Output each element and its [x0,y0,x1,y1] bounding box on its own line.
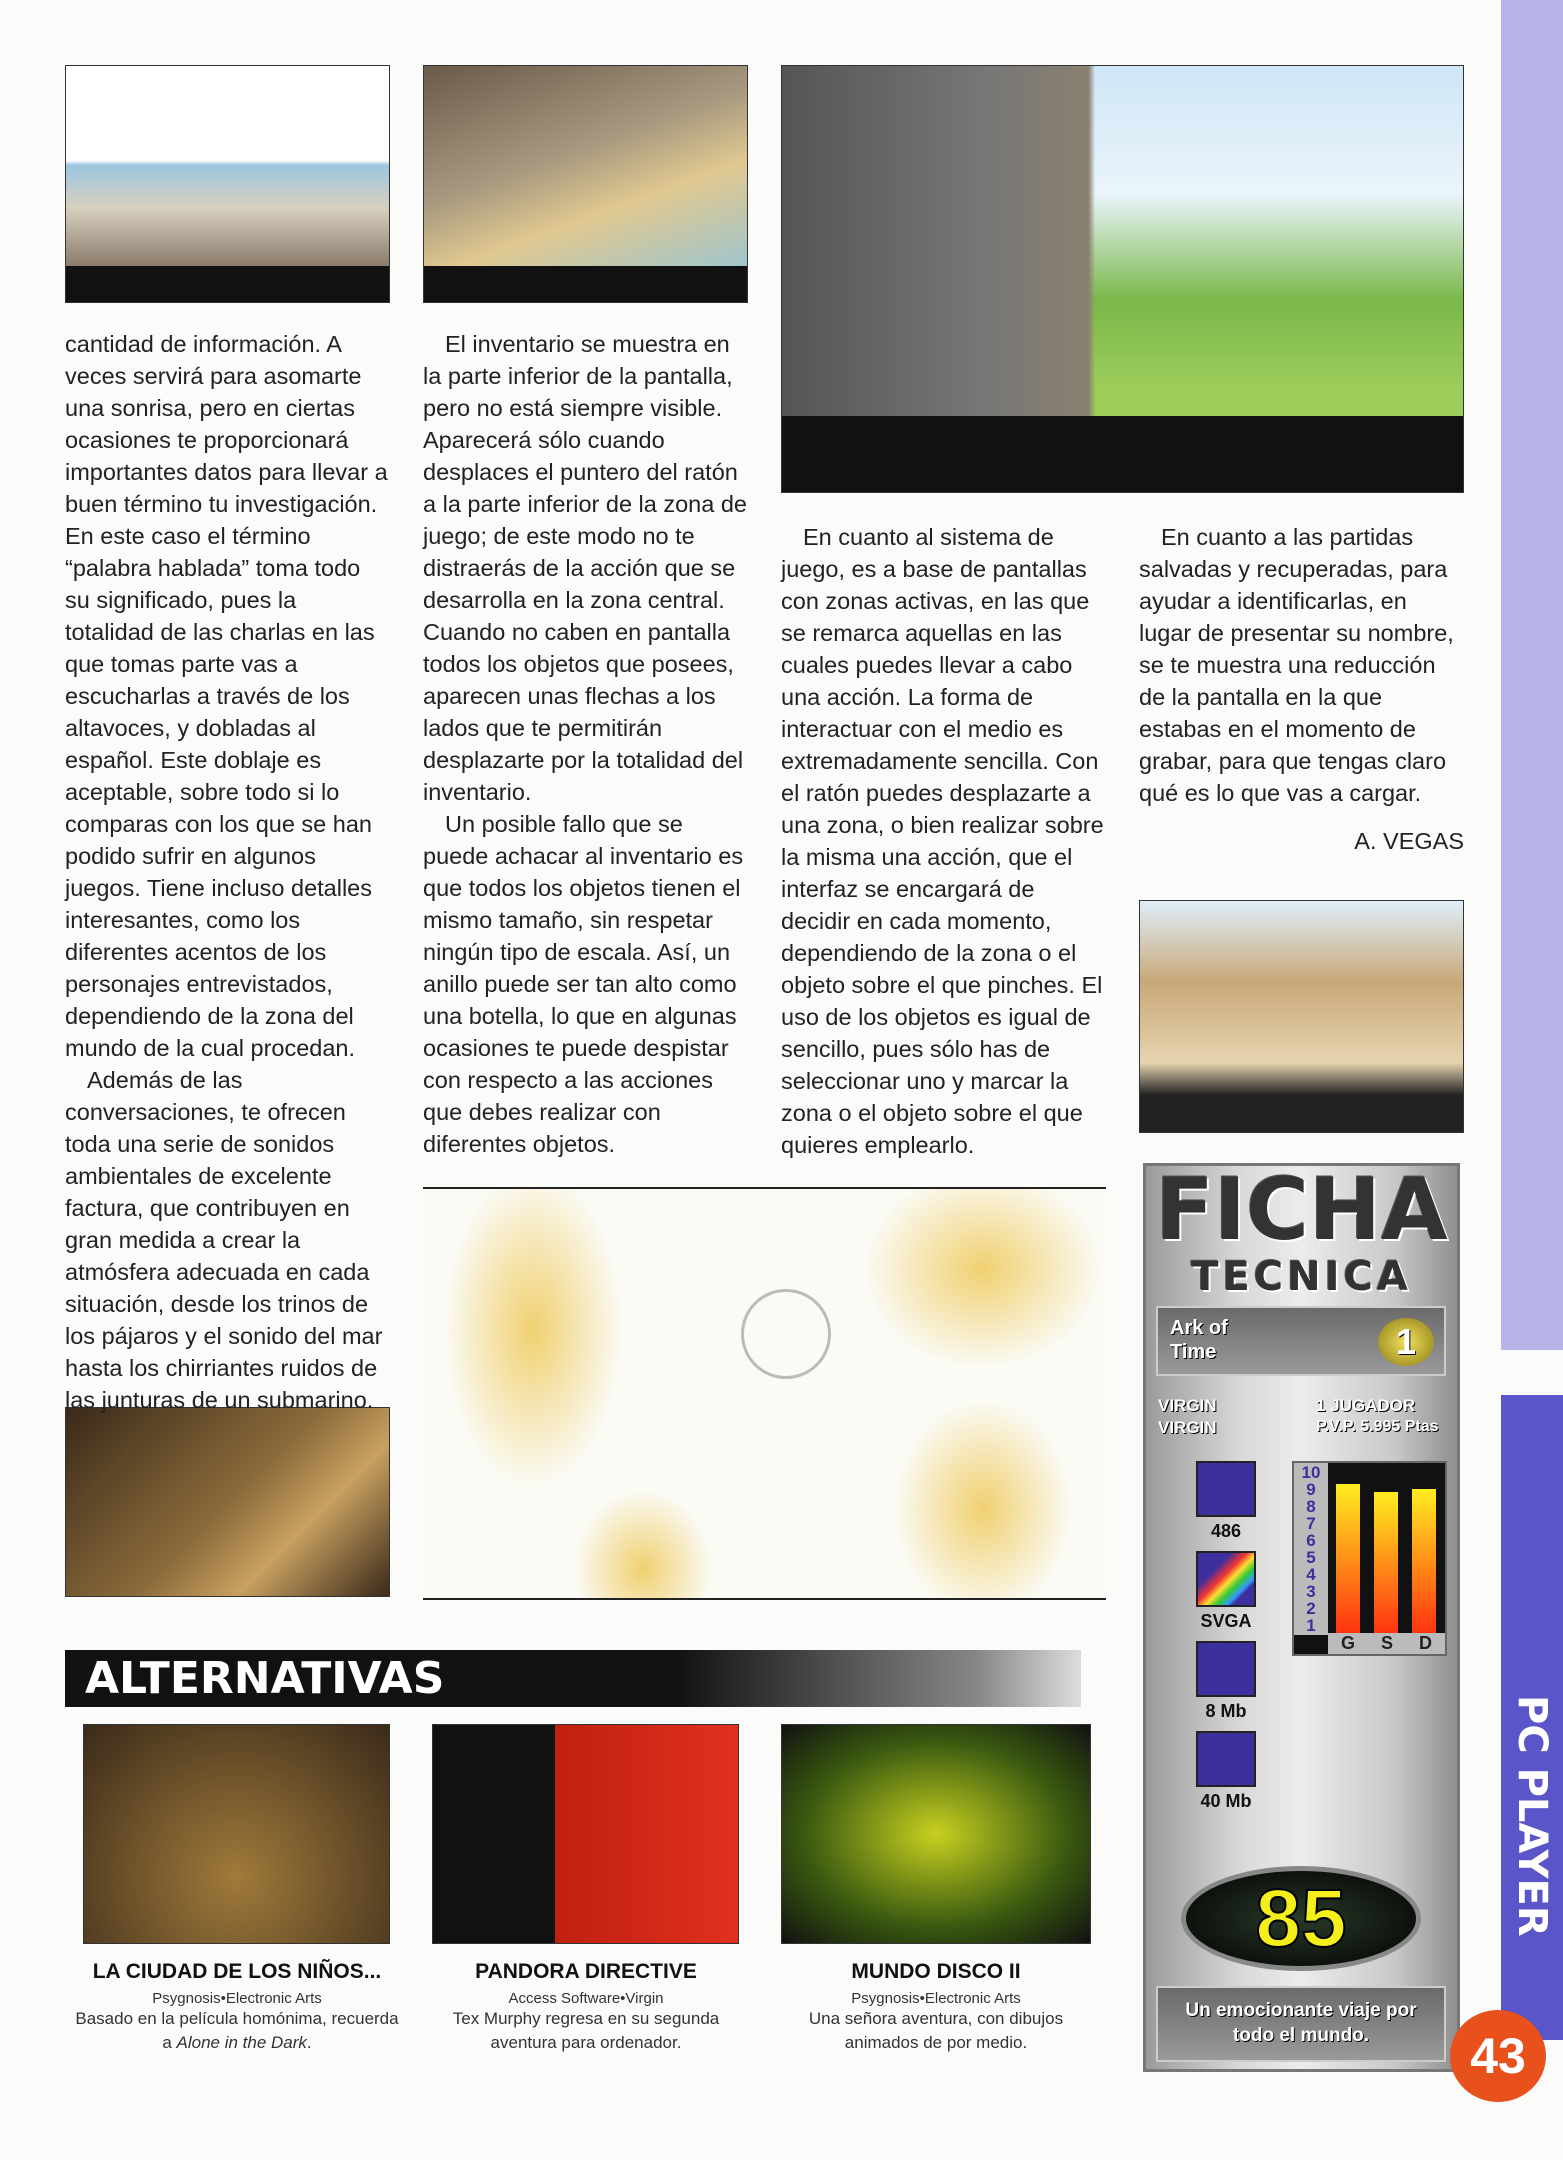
scale-tick: 6 [1306,1531,1316,1550]
compass-rose-icon [741,1289,831,1379]
sidebar-top [1501,0,1563,1350]
page-number: 43 [1450,2010,1546,2102]
game-title-panel: Ark of Time 1 [1156,1306,1446,1376]
scale-tick: 8 [1306,1497,1316,1516]
screenshot-harbor [65,65,390,303]
screenshot-fort [1139,900,1464,1133]
column-2: El inventario se muestra en la parte inferior de la pantalla, pero no está siempre visible. Aparecerá sólo cuando desplaces el puntero del ratón a la parte inferior de la zona de juego; de este modo no te distraerás de la acción que se desarrolla en la zona central. Cuando no caben en pantalla todos los objetos que posees, aparecen unas flechas a los lados que te permitirán desplazarte por la totalidad del inventario. Un posible fallo que se puede achacar al inventario es que todos los objetos tienen el mismo tamaño, sin respetar ningún tipo de escala. Así, un anillo puede ser tan alto como una botella, lo que en algunas ocasiones te puede despistar con respecto a las acciones que debes realizar con diferentes objetos. [423,331,747,1157]
screenshot-interior [65,1407,390,1597]
score-display [1181,1866,1421,1971]
scale-tick: 4 [1306,1565,1316,1584]
rating-bar-S [1374,1492,1398,1635]
graphics-icon [1196,1551,1256,1607]
section-label: PC PLAYER [1509,1695,1555,1937]
hard-disk-icon [1196,1731,1256,1787]
column-4: En cuanto a las partidas salvadas y recuperadas, para ayudar a identificarlas, en lugar de presentar su nombre, se te muestra una reducción de la pantalla en la que estabas en el momento de grabar, para que tengas claro qué es lo que vas a cargar. A. VEGAS [1139,521,1464,857]
cpu-icon [1196,1461,1256,1517]
alt-item: LA CIUDAD DE LOS NIÑOS... Psygnosis•Electronic Arts Basado en la película homónima, recuerda a Alone in the Dark. [75,1960,399,2052]
rating-label: G [1340,1633,1355,1653]
scale-tick: 5 [1306,1548,1316,1567]
score: 85 [1255,1873,1347,1964]
column-3: En cuanto al sistema de juego, es a base de pantallas con zonas activas, en las que se remarca aquellas en las cuales puedes llevar a cabo una acción. La forma de interactuar con el medio es extremadamente sencilla. Con el ratón puedes desplazarte a una zona, o bien realizar sobre la misma una acción, que el interfaz se encargará de decidir en cada momento, dependiendo de la zona o el objeto sobre el que pinches. El uso de los objetos es igual de sencillo, pues sólo has de seleccionar uno y marcar la zona o el objeto sobre el que quieres emplearlo. [781,524,1104,1158]
rating-chart [1292,1461,1447,1656]
alt-item: MUNDO DISCO II Psygnosis•Electronic Arts Una señora aventura, con dibujos animados de por medio. [808,1960,1064,2052]
world-map [423,1187,1106,1600]
scale-tick: 3 [1306,1582,1316,1601]
screenshot-ruins [423,65,748,303]
alt-item: PANDORA DIRECTIVE Access Software•Virgin Tex Murphy regresa en su segunda aventura para ordenador. [452,1960,720,2052]
rating-label: D [1418,1633,1432,1653]
ficha-tecnica: FICHA TECNICA Ark of Time 1 VIRGIN VIRGIN 1 JUGADOR P.V.P. 5.995 Ptas 486 SVGA 8 Mb 40 Mb 10 9 8 7 6 5 4 3 2 1 G S D 85 Un emocionante viaje por todo el mundo. [1143,1163,1460,2072]
sidebar-section [1501,1395,1563,2040]
ficha-title: FICHA [1155,1160,1448,1260]
scale-tick: 10 [1301,1463,1321,1482]
ram-icon [1196,1641,1256,1697]
screenshot-church [781,65,1464,493]
alt-screenshot-ciudad [83,1724,390,1944]
author: A. VEGAS [1354,828,1464,854]
scale-tick: 2 [1306,1599,1316,1618]
alt-screenshot-pandora [432,1724,739,1944]
number-badge: 1 [1378,1318,1434,1366]
rating-label: S [1380,1633,1393,1653]
column-1: cantidad de información. A veces servirá para asomarte una sonrisa, pero en ciertas ocasiones te proporcionará importantes datos para llevar a buen término tu investigación. En este caso el término “palabra hablada” toma todo su significado, pues la totalidad de las charlas en las que tomas parte vas a escucharlas a través de los altavoces, y dobladas al español. Este doblaje es aceptable, sobre todo si lo comparas con los que se han podido sufrir en algunos juegos. Tiene incluso detalles interesantes, como los diferentes acentos de los personajes entrevistados, dependiendo de la zona del mundo de la cual procedan. Además de las conversaciones, te ofrecen toda una serie de sonidos ambientales de excelente factura, que contribuyen en gran medida a crear la atmósfera adecuada en cada situación, desde los trinos de los pájaros y el sonido del mar hasta los chirriantes ruidos de las junturas de un submarino. [65,331,388,1413]
scale-tick: 9 [1306,1480,1316,1499]
scale-tick: 7 [1306,1514,1316,1533]
alternativas-banner: ALTERNATIVAS [65,1650,1081,1707]
rating-bar-D [1412,1489,1436,1635]
summary-panel: Un emocionante viaje por todo el mundo. [1156,1986,1446,2062]
alt-screenshot-mundodisco [781,1724,1091,1944]
ficha-subtitle: TECNICA [1191,1254,1412,1300]
rating-bar-G [1336,1484,1360,1635]
scale-tick: 1 [1306,1616,1316,1635]
